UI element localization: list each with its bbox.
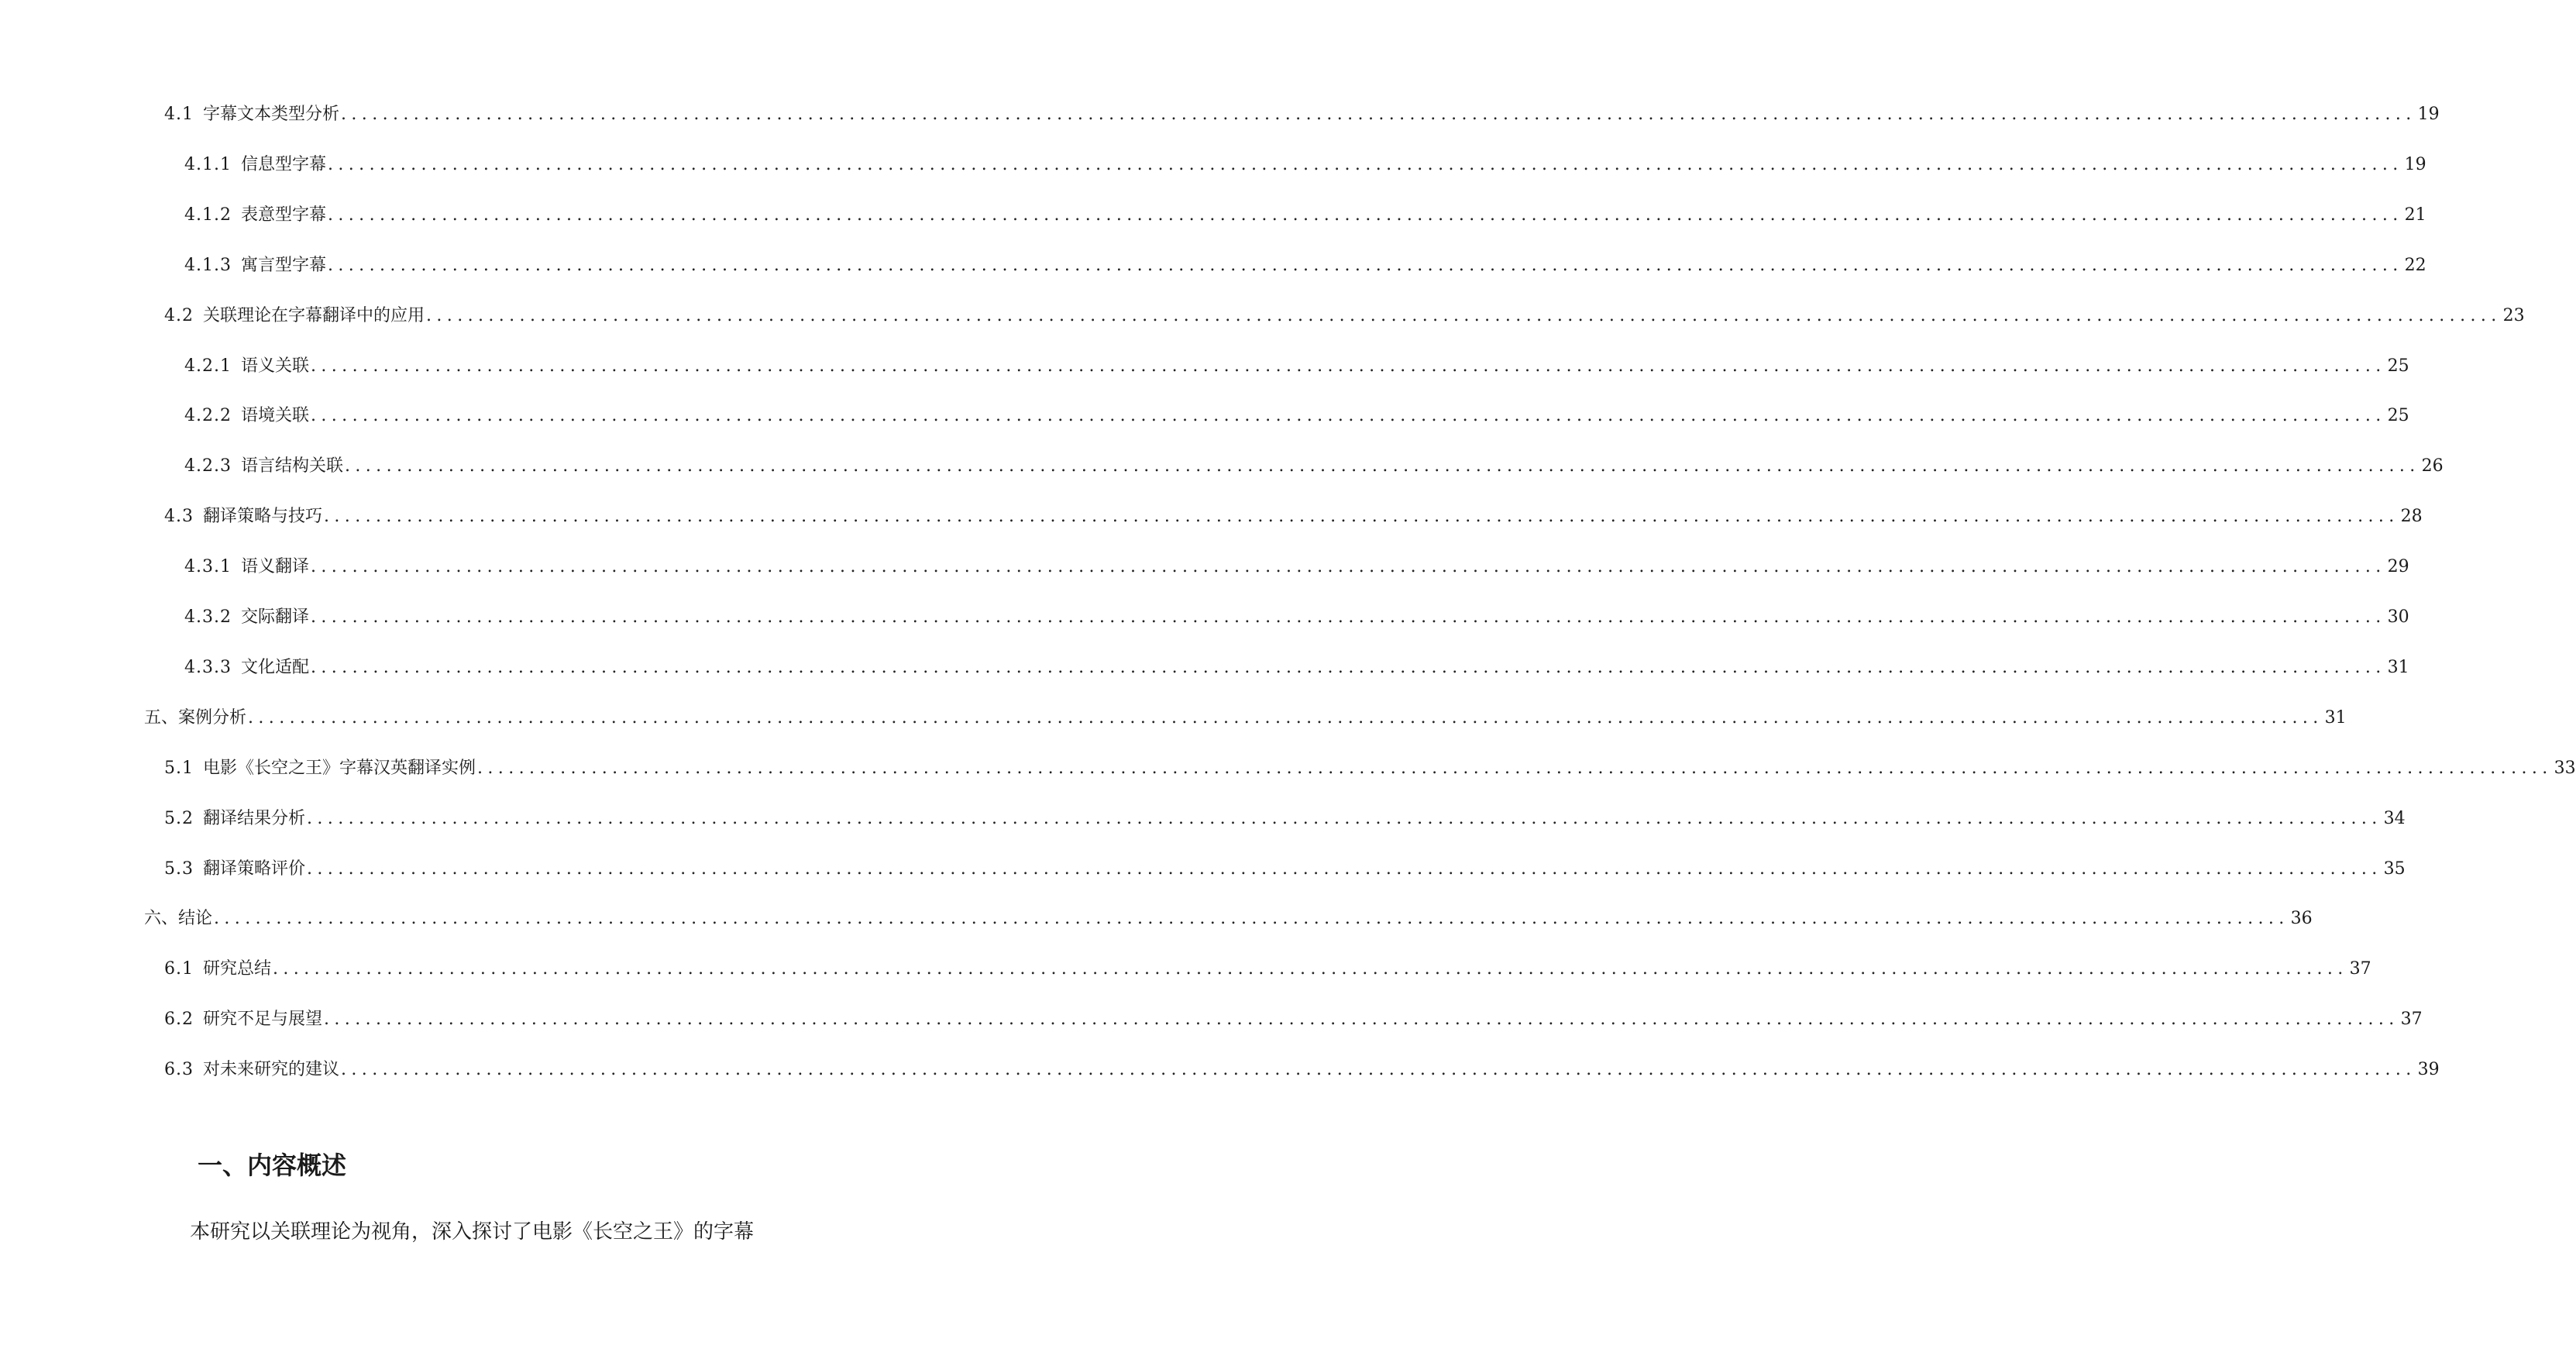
toc-entry-title: 寓言型字幕 xyxy=(240,256,326,275)
toc-entry-number: 4.2.1 xyxy=(184,356,232,376)
toc-entry-page-number: 25 xyxy=(2387,406,2409,425)
toc-entry[interactable] xyxy=(144,703,2347,734)
toc-entry[interactable] xyxy=(164,501,2423,532)
toc-dot-leader: ........................................................................................................................................................................................................ xyxy=(311,356,2386,376)
toc-dot-leader: ........................................................................................................................................................................................................ xyxy=(341,1060,2416,1079)
toc-entry-title: 研究总结 xyxy=(203,959,272,979)
toc-dot-leader: ........................................................................................................................................................................................................ xyxy=(248,708,2323,728)
toc-entry-title: 六、结论 xyxy=(144,909,213,928)
toc-entry-page-number: 23 xyxy=(2502,306,2525,325)
toc-entry-page-number: 30 xyxy=(2387,607,2409,627)
toc-entry-title: 对未来研究的建议 xyxy=(203,1060,340,1079)
toc-entry[interactable] xyxy=(184,552,2409,583)
toc-dot-leader: ........................................................................................................................................................................................................ xyxy=(328,155,2403,174)
toc-entry[interactable] xyxy=(164,753,2576,784)
toc-entry[interactable] xyxy=(184,401,2409,432)
toc-entry-page-number: 25 xyxy=(2387,356,2409,376)
toc-entry-number: 6.3 xyxy=(164,1060,194,1079)
toc-entry-title: 语义关联 xyxy=(240,356,309,376)
toc-entry[interactable] xyxy=(164,954,2371,985)
toc-entry-title: 表意型字幕 xyxy=(240,205,326,225)
toc-entry[interactable] xyxy=(184,150,2426,181)
toc-entry-title: 语言结构关联 xyxy=(240,456,343,476)
toc-entry-title: 研究不足与展望 xyxy=(203,1010,323,1029)
toc-entry-page-number: 36 xyxy=(2290,909,2313,928)
toc-entry-number: 4.2 xyxy=(164,306,194,325)
toc-dot-leader: ........................................................................................................................................................................................................ xyxy=(324,507,2399,526)
toc-entry-number: 5.1 xyxy=(164,759,194,778)
toc-entry-page-number: 35 xyxy=(2383,859,2406,879)
toc-entry-page-number: 31 xyxy=(2387,658,2409,677)
toc-entry-page-number: 39 xyxy=(2417,1060,2440,1079)
toc-entry[interactable] xyxy=(184,451,2444,482)
toc-entry-page-number: 34 xyxy=(2383,809,2406,828)
toc-entry-title: 翻译策略评价 xyxy=(203,859,306,879)
toc-entry-number: 4.3.3 xyxy=(184,658,232,677)
toc-dot-leader: ........................................................................................................................................................................................................ xyxy=(324,1010,2399,1029)
toc-entry-number: 5.2 xyxy=(164,809,194,828)
toc-entry-title: 文化适配 xyxy=(240,658,309,677)
toc-entry-page-number: 22 xyxy=(2404,256,2426,275)
toc-dot-leader: ........................................................................................................................................................................................................ xyxy=(307,859,2382,879)
toc-entry-number: 4.2.2 xyxy=(184,406,232,425)
toc-dot-leader: ........................................................................................................................................................................................................ xyxy=(214,909,2289,928)
toc-dot-leader: ........................................................................................................................................................................................................ xyxy=(307,809,2382,828)
toc-entry-title: 翻译结果分析 xyxy=(203,809,306,828)
toc-entry-title: 语境关联 xyxy=(240,406,309,425)
toc-entry-title: 五、案例分析 xyxy=(144,708,247,728)
toc-entry[interactable] xyxy=(184,351,2409,382)
toc-entry-number: 4.1.1 xyxy=(184,155,232,174)
toc-dot-leader: ........................................................................................................................................................................................................ xyxy=(345,456,2420,476)
toc-entry-number: 5.3 xyxy=(164,859,194,879)
toc-entry[interactable] xyxy=(164,1055,2440,1085)
toc-entry-number: 4.3 xyxy=(164,507,194,526)
toc-entry-title: 信息型字幕 xyxy=(240,155,326,174)
toc-entry[interactable] xyxy=(184,250,2426,281)
toc-dot-leader: ........................................................................................................................................................................................................ xyxy=(311,557,2386,576)
toc-entry-title: 字幕文本类型分析 xyxy=(203,105,340,124)
body-paragraph: 本研究以关联理论为视角，深入探讨了电影《长空之王》的字幕 xyxy=(190,1220,755,1244)
toc-entry-number: 6.1 xyxy=(164,959,194,979)
toc-entry[interactable] xyxy=(164,99,2440,130)
toc-dot-leader: ........................................................................................................................................................................................................ xyxy=(311,658,2386,677)
toc-entry[interactable] xyxy=(144,903,2313,934)
toc-entry-page-number: 33 xyxy=(2554,759,2576,778)
toc-entry-number: 4.1.2 xyxy=(184,205,232,225)
toc-dot-leader: ........................................................................................................................................................................................................ xyxy=(311,406,2386,425)
toc-entry-number: 4.2.3 xyxy=(184,456,232,476)
toc-entry-page-number: 37 xyxy=(2400,1010,2423,1029)
section-heading: 一、内容概述 xyxy=(198,1151,347,1180)
toc-entry-title: 交际翻译 xyxy=(240,607,309,627)
toc-entry-title: 翻译策略与技巧 xyxy=(203,507,323,526)
toc-dot-leader: ........................................................................................................................................................................................................ xyxy=(328,256,2403,275)
toc-entry-page-number: 21 xyxy=(2404,205,2426,225)
toc-entry-number: 4.3.2 xyxy=(184,607,232,627)
toc-entry-page-number: 19 xyxy=(2417,105,2440,124)
toc-dot-leader: ........................................................................................................................................................................................................ xyxy=(426,306,2502,325)
toc-entry-page-number: 31 xyxy=(2324,708,2347,728)
toc-dot-leader: ........................................................................................................................................................................................................ xyxy=(311,607,2386,627)
toc-entry-page-number: 19 xyxy=(2404,155,2426,174)
toc-entry-number: 4.3.1 xyxy=(184,557,232,576)
toc-dot-leader: ........................................................................................................................................................................................................ xyxy=(341,105,2416,124)
toc-entry[interactable] xyxy=(164,803,2406,834)
toc-entry-title: 关联理论在字幕翻译中的应用 xyxy=(203,306,425,325)
toc-dot-leader: ........................................................................................................................................................................................................ xyxy=(273,959,2348,979)
toc-entry-title: 电影《长空之王》字幕汉英翻译实例 xyxy=(203,759,476,778)
toc-entry-page-number: 26 xyxy=(2421,456,2444,476)
toc-dot-leader: ........................................................................................................................................................................................................ xyxy=(328,205,2403,225)
toc-entry-title: 语义翻译 xyxy=(240,557,309,576)
toc-entry-number: 4.1 xyxy=(164,105,194,124)
toc-dot-leader: ........................................................................................................................................................................................................ xyxy=(477,759,2553,778)
toc-entry[interactable] xyxy=(164,301,2525,332)
toc-entry-page-number: 28 xyxy=(2400,507,2423,526)
toc-entry-number: 6.2 xyxy=(164,1010,194,1029)
toc-entry-page-number: 37 xyxy=(2349,959,2371,979)
toc-entry[interactable] xyxy=(164,854,2406,885)
toc-entry[interactable] xyxy=(184,200,2426,231)
toc-entry-number: 4.1.3 xyxy=(184,256,232,275)
toc-entry-page-number: 29 xyxy=(2387,557,2409,576)
toc-entry[interactable] xyxy=(164,1004,2423,1035)
toc-entry[interactable] xyxy=(184,602,2409,633)
toc-entry[interactable] xyxy=(184,652,2409,683)
